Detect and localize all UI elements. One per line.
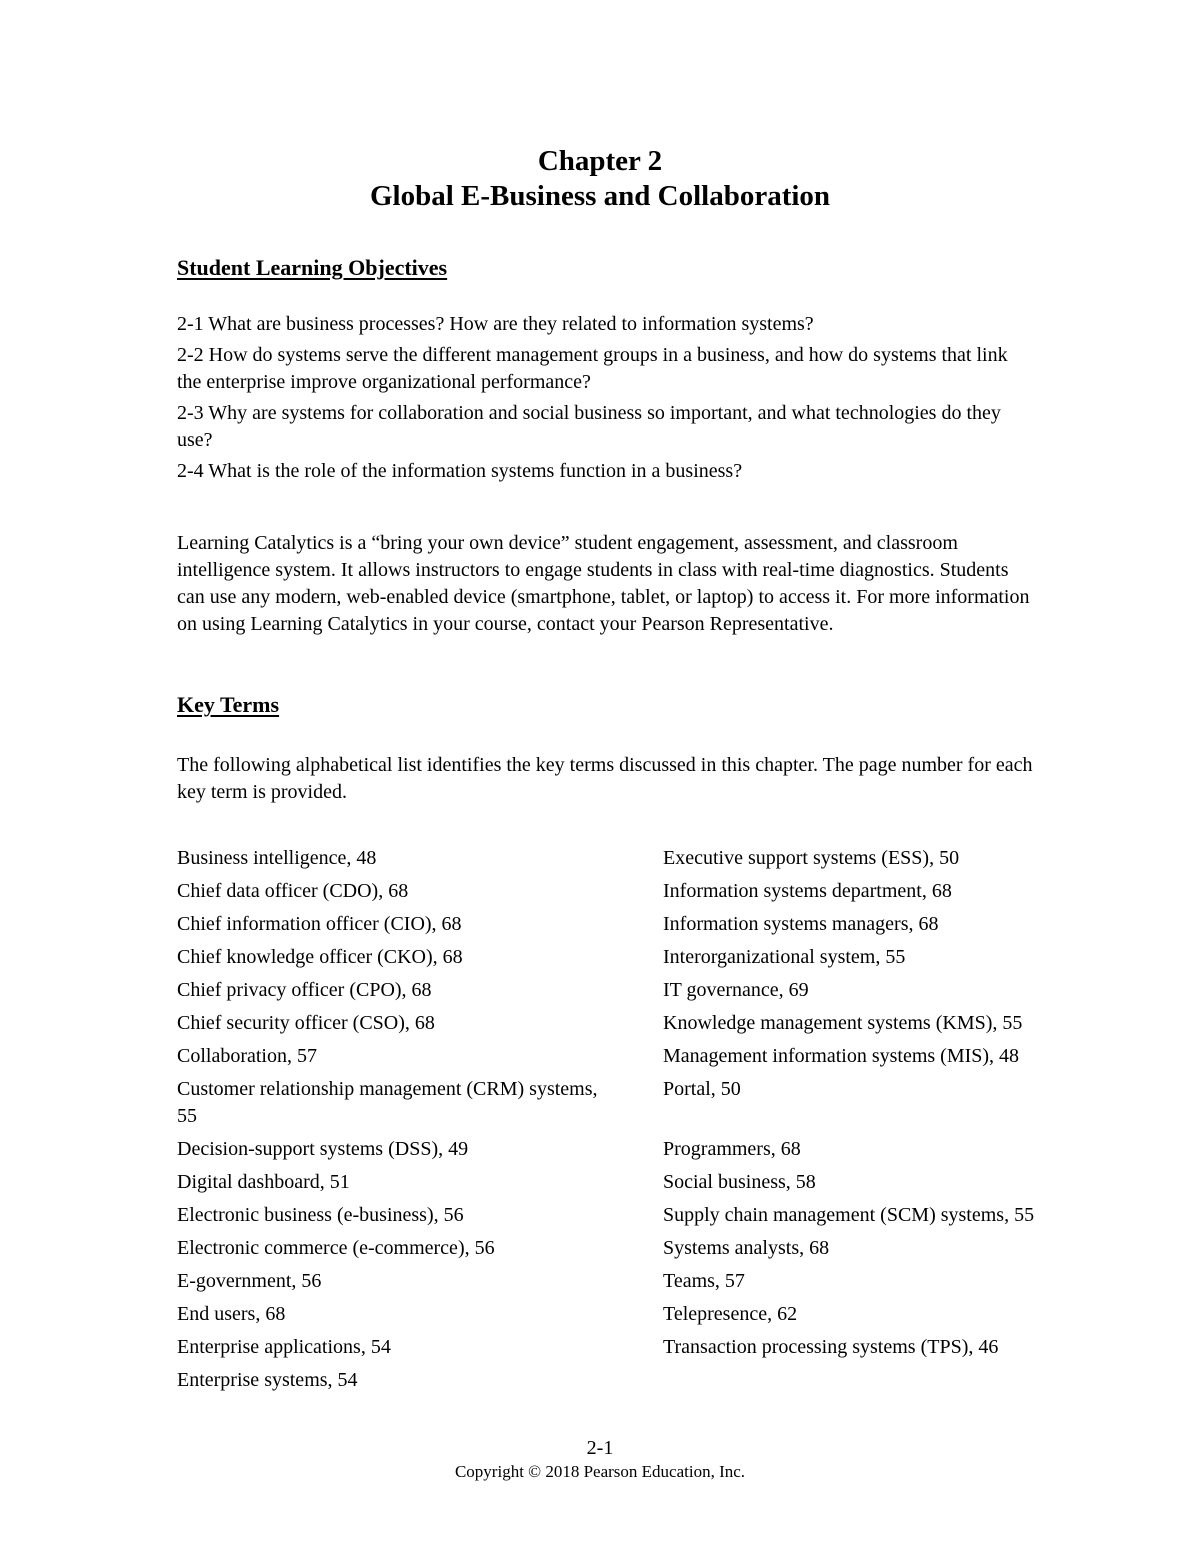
key-terms-intro: The following alphabetical list identifies the key terms discussed in this chapter. The page number for each key term is provided.	[177, 754, 1033, 803]
learning-objectives-heading: Student Learning Objectives	[177, 255, 448, 280]
key-term: Supply chain management (SCM) systems, 55	[663, 1204, 1035, 1226]
key-term: Telepresence, 62	[663, 1303, 798, 1325]
key-term: Chief privacy officer (CPO), 68	[177, 979, 432, 1001]
chapter-title: Global E-Business and Collaboration	[369, 180, 831, 212]
learning-catalytics-paragraph: Learning Catalytics is a “bring your own device” student engagement, assessment, and classroom intelligence system. It allows instructors to engage students in class with real-time diagnostics. Students can use any modern, web-enabled device (smartphone, tablet, or laptop) to access it. For more information on using Learning Catalytics in your course, contact your Pearson Representative.	[177, 532, 1030, 635]
objective-item: 2-4 What is the role of the information systems function in a business?	[177, 460, 743, 482]
key-terms-right-column	[663, 845, 1133, 1367]
key-term: Enterprise systems, 54	[177, 1369, 358, 1391]
learning-objectives-list	[177, 311, 1037, 489]
key-term: Decision-support systems (DSS), 49	[177, 1138, 469, 1160]
copyright-notice: Copyright © 2018 Pearson Education, Inc.	[454, 1462, 746, 1481]
key-term: Chief security officer (CSO), 68	[177, 1012, 435, 1034]
key-term: Executive support systems (ESS), 50	[663, 847, 960, 869]
key-terms-heading: Key Terms	[177, 692, 280, 717]
key-term: Customer relationship management (CRM) systems, 55	[177, 1078, 598, 1127]
key-term: Teams, 57	[663, 1270, 745, 1292]
key-term: Chief information officer (CIO), 68	[177, 913, 462, 935]
key-term: Portal, 50	[663, 1078, 741, 1100]
key-term: Collaboration, 57	[177, 1045, 317, 1067]
key-term: Interorganizational system, 55	[663, 946, 906, 968]
key-terms-left-column	[177, 845, 617, 1400]
key-term: Digital dashboard, 51	[177, 1171, 350, 1193]
key-term: Management information systems (MIS), 48	[663, 1045, 1020, 1067]
key-term: Electronic commerce (e-commerce), 56	[177, 1237, 495, 1259]
key-term: Information systems department, 68	[663, 880, 952, 902]
key-term: Programmers, 68	[663, 1138, 801, 1160]
page-number: 2-1	[586, 1437, 614, 1459]
key-term: Chief data officer (CDO), 68	[177, 880, 409, 902]
objective-item: 2-1 What are business processes? How are they related to information systems?	[177, 313, 814, 335]
key-term: Transaction processing systems (TPS), 46	[663, 1336, 999, 1358]
objective-item: 2-2 How do systems serve the different management groups in a business, and how do systems that link the enterprise improve organizational performance?	[177, 344, 1008, 393]
key-term: Business intelligence, 48	[177, 847, 377, 869]
key-term: Chief knowledge officer (CKO), 68	[177, 946, 463, 968]
chapter-number: Chapter 2	[537, 145, 663, 177]
key-term: End users, 68	[177, 1303, 286, 1325]
key-term: Knowledge management systems (KMS), 55	[663, 1012, 1023, 1034]
key-term: Social business, 58	[663, 1171, 816, 1193]
key-term: IT governance, 69	[663, 979, 809, 1001]
objective-item: 2-3 Why are systems for collaboration and social business so important, and what technologies do they use?	[177, 402, 1001, 451]
key-term: E-government, 56	[177, 1270, 322, 1292]
key-term: Systems analysts, 68	[663, 1237, 830, 1259]
key-term: Electronic business (e-business), 56	[177, 1204, 464, 1226]
key-term: Information systems managers, 68	[663, 913, 939, 935]
key-term: Enterprise applications, 54	[177, 1336, 391, 1358]
